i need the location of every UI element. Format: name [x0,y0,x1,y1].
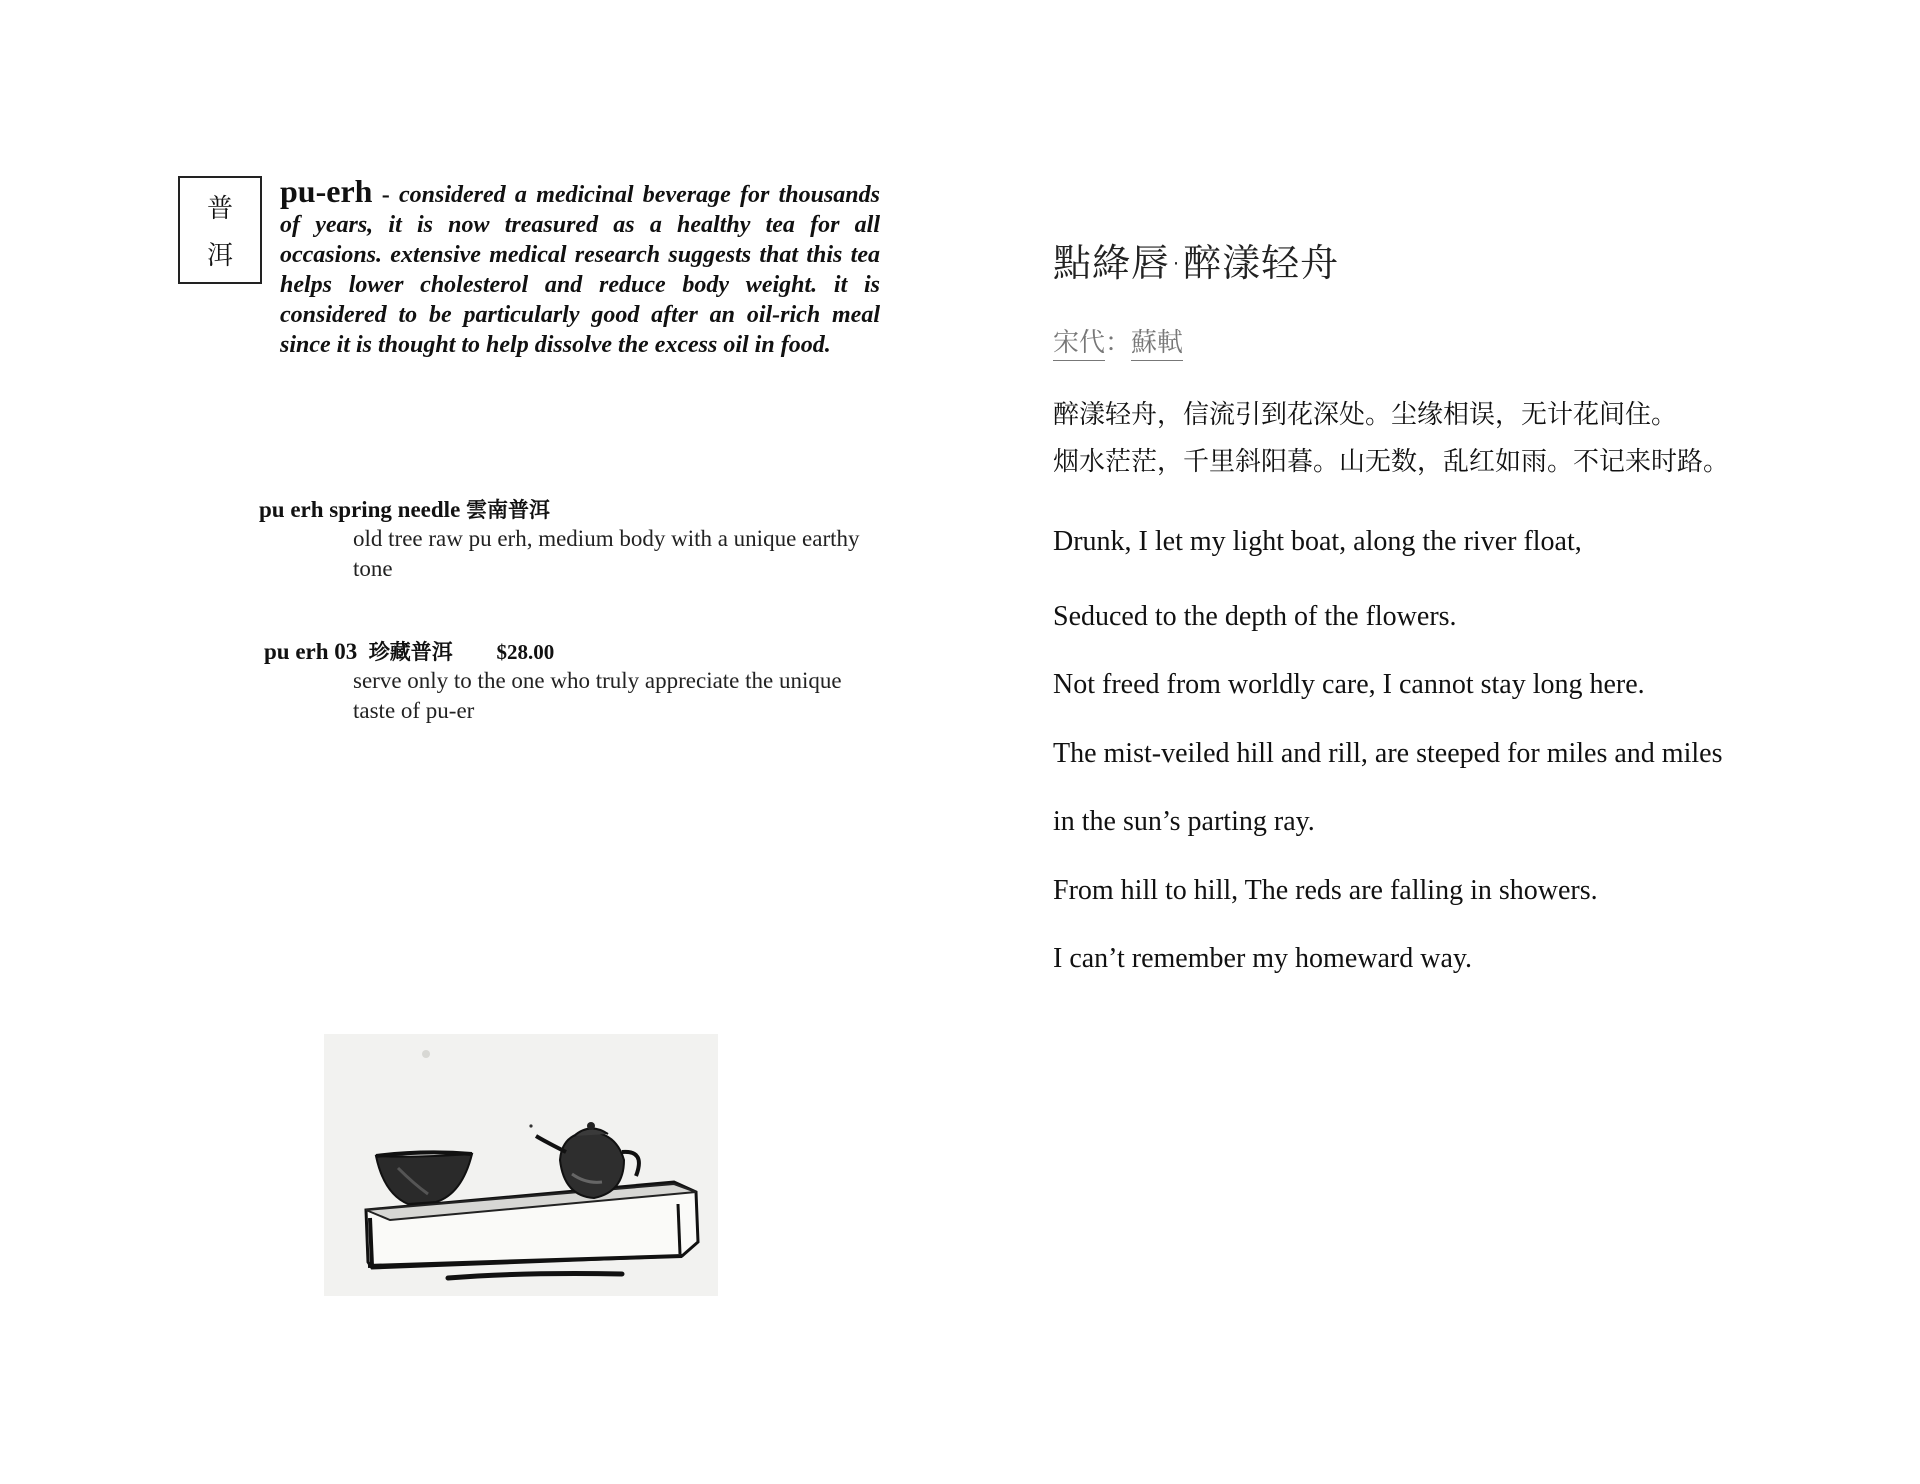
seal-char-1: 普 [206,194,233,224]
poem-line-en: From hill to hill, The reds are falling in showers. [1053,875,1598,906]
menu-item-description: serve only to the one who truly appreciate the unique taste of pu-er [353,668,842,723]
menu-item [259,496,879,584]
poem-line-en: in the sun’s parting ray. [1053,806,1315,837]
poem-line-en: Not freed from worldly care, I cannot stay long here. [1053,669,1645,700]
menu-item-price: $28.00 [496,640,555,664]
tea-name: pu-erh [280,173,373,209]
poem-meta [1053,322,1183,359]
menu-item-name-cn: 雲南普洱 [466,498,551,522]
poem-line-en: The mist-veiled hill and rill, are steeped for miles and miles [1053,738,1723,769]
poem-line-en: I can’t remember my homeward way. [1053,943,1473,974]
puerh-seal [178,176,262,284]
poem-meta-separator: ： [1105,328,1132,358]
teapot-and-bowl-ink-illustration-svg [324,1034,718,1296]
menu-item-title [259,496,879,524]
menu-item-description: old tree raw pu erh, medium body with a unique earthy tone [353,526,860,581]
menu-item-name: pu erh spring needle [259,497,461,522]
poem-line-cn: 醉漾轻舟，信流引到花深处。尘缘相误，无计花间住。 [1053,400,1678,430]
intro-paragraph [280,173,880,360]
poem-line-cn: 烟水茫茫，千里斜阳暮。山无数，乱红如雨。不记来时路。 [1053,447,1730,477]
seal-char-2: 洱 [206,241,233,271]
intro-dash: - [372,182,399,208]
poem-line-en: Drunk, I let my light boat, along the river float, [1053,526,1582,557]
poem-line-en: Seduced to the depth of the flowers. [1053,601,1457,632]
poem-dynasty-link[interactable]: 宋代 [1053,328,1105,361]
menu-item [264,638,884,726]
menu-item-title [264,638,884,666]
menu-item-name: pu erh 03 [264,639,358,664]
menu-item-name-cn: 珍藏普洱 [368,640,453,664]
poem-author-link[interactable]: 蘇軾 [1131,328,1183,361]
poem-title: 點絳唇·醉漾轻舟 [1053,241,1340,285]
tea-description: considered a medicinal beverage for thousands of years, it is now treasured as a healthy tea for all occasions. extensive medical research suggests that this tea helps lower cholesterol and reduce body weight. it is considered to be particularly good after an oil-rich meal since it is thought to help dissolve the excess oil in food. [280,182,880,358]
teapot-and-bowl-ink-illustration [324,1034,718,1296]
